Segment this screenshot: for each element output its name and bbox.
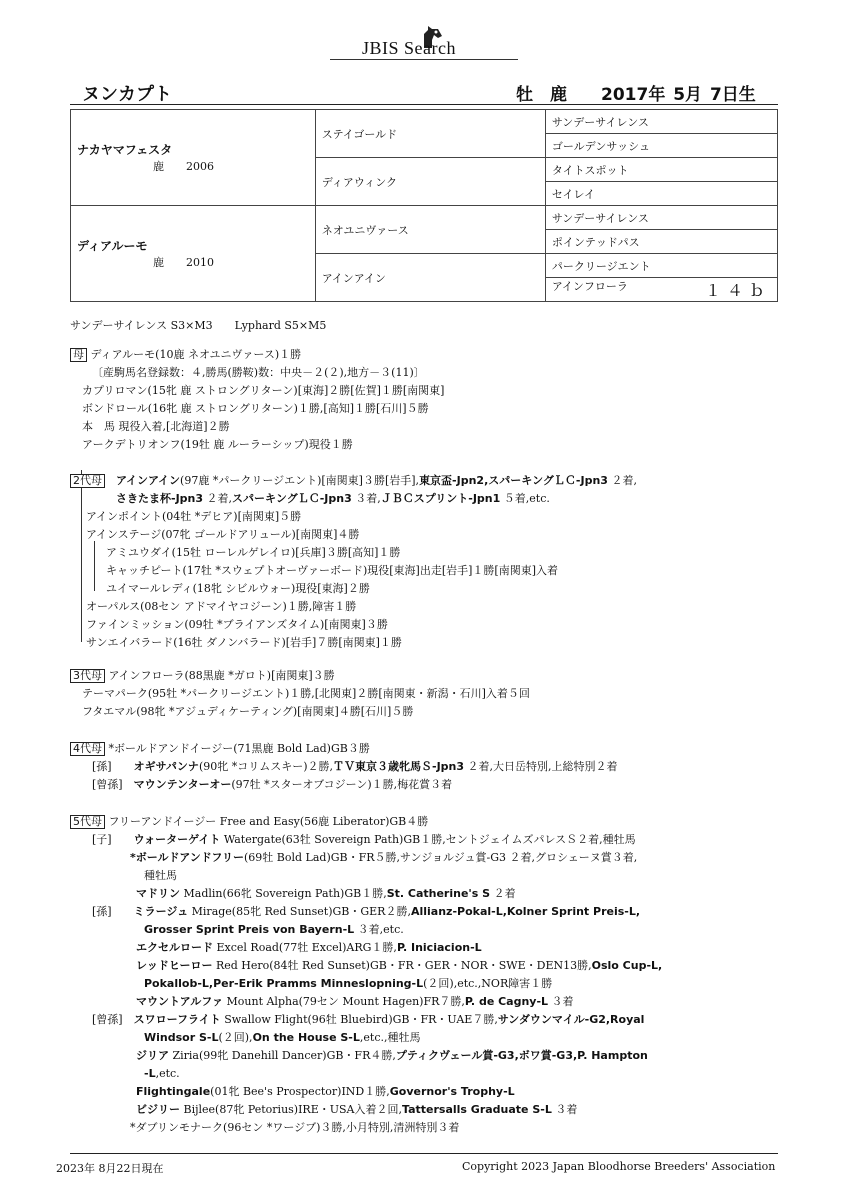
section-tag: 2代母 [70,474,105,488]
family-line: 5代母 フリーアンドイージー Free and Easy(56鹿 Liberator)GB４勝 [70,813,428,831]
logo-underline [330,59,518,60]
family-line: Grosser Sprint Preis von Bayern-L ３着,etc. [144,923,404,936]
family-line: キャッチピート(17牡 *スウェプトオーヴァーボード)現役[東海]出走[岩手]１勝[南関東]入着 [106,564,559,577]
family-line: Windsor S-L(２回),On the House S-L,etc.,種牡馬 [144,1031,421,1044]
header-divider [70,104,778,105]
pedigree-g3-cell [545,278,777,302]
section-tag: 母 [70,348,87,362]
family-line: アミユウダイ(15牡 ローレルゲレイロ)[兵庫]３勝[高知]１勝 [106,546,401,559]
family-line: [曾孫] スワローフライト Swallow Flight(96牡 Bluebird)GB・FR・UAE７勝,サンダウンマイル-G2,Royal [92,1013,645,1026]
family-line: ボンドロール(16牝 鹿 ストロングリターン)１勝,[高知]１勝[石川]５勝 [82,402,429,415]
pedigree-g3-cell: セイレイ [545,182,777,206]
family-line: *ボールドアンドフリー(69牡 Bold Lad)GB・FR５勝,サンジョルジュ賞-G3 ２着,グロシェーヌ賞３着, [130,851,638,864]
dam-detail: 鹿 2010 [153,256,214,269]
sire-detail: 鹿 2006 [153,160,214,173]
dam-name: ディアルーモ [77,239,148,253]
family-line: 3代母 アインフローラ(88黒鹿 *ガロト)[南関東]３勝 [70,667,335,685]
family-line: Flightingale(01牝 Bee's Prospector)IND１勝,Governor's Trophy-L [136,1085,515,1098]
family-line: 母 ディアルーモ(10鹿 ネオユニヴァース)１勝 [70,346,301,364]
family-line: 2代母 アインアイン(97鹿 *パークリージエント)[南関東]３勝[岩手],東京盃-Jpn2,スパーキングＬＣ-Jpn3 ２着, [70,472,637,490]
family-line: カプリロマン(15牝 鹿 ストロングリターン)[東海]２勝[佐賀]１勝[南関東] [82,384,445,397]
family-number: １４ｂ [704,281,771,300]
family-line: [曾孫] マウンテンターオー(97牡 *スターオブコジーン)１勝,梅花賞３着 [92,778,453,791]
family-line: アインポイント(04牡 *デヒア)[南関東]５勝 [86,510,302,523]
horse-name: ヌンカプト [82,84,172,105]
logo-text: JBIS Search [362,38,456,58]
family-line: ファインミッション(09牡 *ブライアンズタイム)[南関東]３勝 [86,618,388,631]
footer-divider [70,1153,778,1154]
family-line: レッドヒーロー Red Hero(84牡 Red Sunset)GB・FR・GER・NOR・SWE・DEN13勝,Oslo Cup-L, [136,959,663,972]
pedigree-g3-name: アインフローラ [551,280,628,293]
section-tag: 5代母 [70,815,105,829]
horse-info: 牡 鹿 2017年 5月 7日生 [516,85,756,105]
indent-line [94,541,95,591]
family-line: 4代母 *ボールドアンドイージー(71黒鹿 Bold Lad)GB３勝 [70,740,370,758]
family-line: サンエイバラード(16牡 ダノンバラード)[岩手]７勝[南関東]１勝 [86,636,402,649]
family-line: [孫] オギサパンナ(90牝 *コリムスキー)２勝,ＴＶ東京３歳牝馬Ｓ-Jpn3 ２着,大日岳特別,上総特別２着 [92,760,618,773]
pedigree-g3-cell: タイトスポット [545,158,777,182]
family-line: さきたま杯-Jpn3 ２着,スパーキングＬＣ-Jpn3 ３着,ＪＢＣスプリント-Jpn1 ５着,etc. [116,492,550,505]
family-line: 種牡馬 [144,869,177,882]
family-line: フタエマル(98牝 *アジュディケーティング)[南関東]４勝[石川]５勝 [82,705,414,718]
family-line: マドリン Madlin(66牝 Sovereign Path)GB１勝,St. Catherine's S ２着 [136,887,516,900]
jbis-logo [0,10,848,58]
pedigree-g3-cell: サンデーサイレンス [545,206,777,230]
dam-cell [71,206,316,302]
family-line: オーパルス(08セン アドマイヤコジーン)１勝,障害１勝 [86,600,357,613]
family-line: ジリア Ziria(99牝 Danehill Dancer)GB・FR４勝,プティクヴェール賞-G3,ボワ賞-G3,P. Hampton [136,1049,648,1062]
inbreed-line: サンデーサイレンス S3×M3 Lyphard S5×M5 [70,319,327,332]
pedigree-g3-cell: ポインテッドパス [545,230,777,254]
section-tag: 4代母 [70,742,105,756]
family-line: エクセルロード Excel Road(77牡 Excel)ARG１勝,P. Iniciacion-L [136,941,482,954]
family-line: マウントアルファ Mount Alpha(79セン Mount Hagen)FR７勝,P. de Cagny-L ３着 [136,995,574,1008]
family-line: [子] ウォーターゲイト Watergate(63牡 Sovereign Path)GB１勝,セントジェイムズパレスＳ２着,種牡馬 [92,833,636,846]
family-line: アークデトリオンフ(19牡 鹿 ルーラーシップ)現役１勝 [82,438,353,451]
family-line: Pokallob-L,Per-Erik Pramms Minneslopning-L(２回),etc.,NOR障害１勝 [144,977,553,990]
family-line: [孫] ミラージュ Mirage(85牝 Red Sunset)GB・GER２勝,Allianz-Pokal-L,Kolner Sprint Preis-L, [92,905,641,918]
family-line: 〔産駒馬名登録数：４,勝馬(勝鞍)数：中央－２(２),地方－３(11)〕 [92,366,425,379]
family-line: ユイマールレディ(18牝 シビルウォー)現役[東海]２勝 [106,582,370,595]
family-line: -L,etc. [144,1067,180,1080]
family-line: アインステージ(07牝 ゴールドアリュール)[南関東]４勝 [86,528,360,541]
sire-cell [71,110,316,206]
family-line: *ダブリンモナーク(96セン *ワージブ)３勝,小月特別,清洲特別３着 [130,1121,460,1134]
pedigree-g2-cell: ネオユニヴァース [315,206,545,254]
family-line: 本 馬 現役入着,[北海道]２勝 [82,420,230,433]
footer-copyright: Copyright 2023 Japan Bloodhorse Breeders' Association [462,1160,776,1173]
pedigree-g3-cell: ゴールデンサッシュ [545,134,777,158]
family-line: テーマパーク(95牡 *パークリージエント)１勝,[北関東]２勝[南関東・新潟・石川]入着５回 [82,687,530,700]
family-line: ビジリー Bijlee(87牝 Petorius)IRE・USA入着２回,Tattersalls Graduate S-L ３着 [136,1103,578,1116]
section-tag: 3代母 [70,669,105,683]
pedigree-g2-cell: アインアイン [315,254,545,302]
pedigree-table [70,109,778,302]
sire-name: ナカヤマフェスタ [77,143,173,157]
pedigree-g3-cell: パークリージエント [545,254,777,278]
pedigree-g2-cell: ステイゴールド [315,110,545,158]
pedigree-g2-cell: ディアウィンク [315,158,545,206]
footer-date: 2023年 8月22日現在 [56,1162,164,1175]
indent-line [81,470,82,642]
pedigree-g3-cell: サンデーサイレンス [545,110,777,134]
